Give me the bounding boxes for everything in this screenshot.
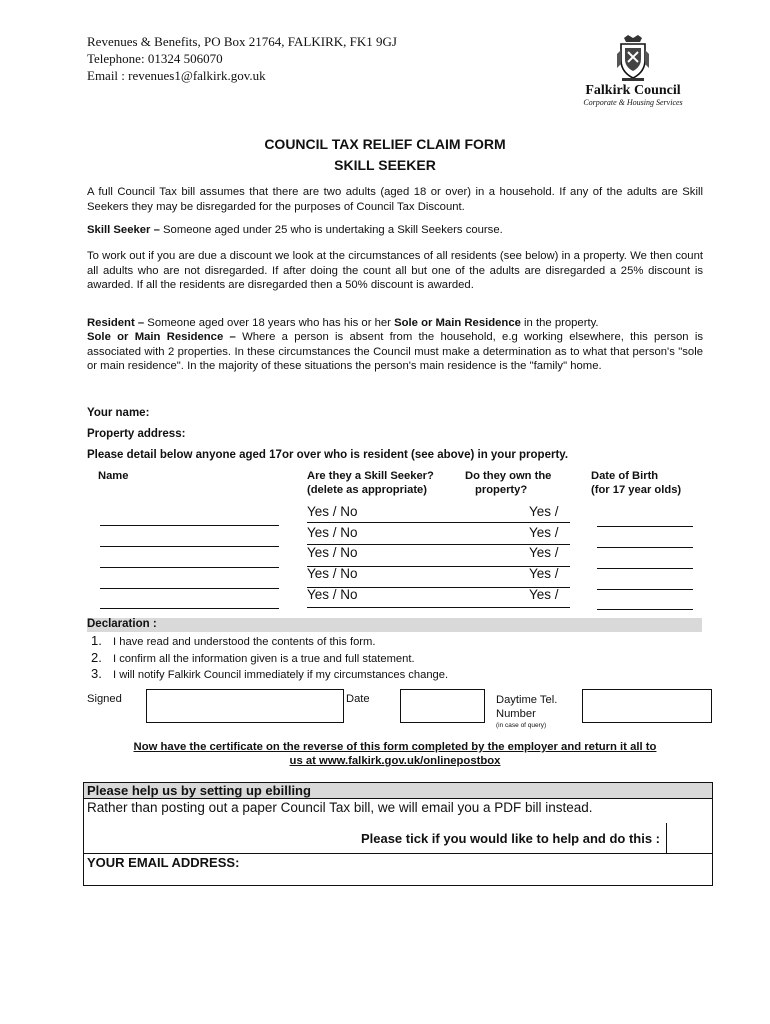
name-entry-line[interactable] xyxy=(100,546,279,547)
ebilling-description: Rather than posting out a paper Council Tax bill, we will email you a PDF bill instead. xyxy=(87,800,593,815)
resident-term-2: Sole or Main Residence xyxy=(394,317,521,329)
dob-entry-line[interactable] xyxy=(597,609,693,610)
sole-residence-definition xyxy=(87,330,703,374)
dob-entry-line[interactable] xyxy=(597,568,693,569)
column-header-skill-line-2: (delete as appropriate) xyxy=(307,484,427,496)
skill-seeker-choice[interactable]: Yes / No xyxy=(307,504,358,519)
skill-seeker-choice[interactable]: Yes / No xyxy=(307,587,358,602)
resident-text-1: Someone aged over 18 years who has his or her xyxy=(144,317,395,329)
column-header-skill-seeker xyxy=(307,469,434,497)
form-subtitle: SKILL SEEKER xyxy=(334,157,436,173)
header-address: Revenues & Benefits, PO Box 21764, FALKIRK, FK1 9GJ xyxy=(87,34,397,49)
logo-name: Falkirk Council xyxy=(585,83,681,98)
skill-seeker-line xyxy=(307,522,570,523)
declaration-item-number: 3. xyxy=(91,666,102,681)
header-email: Email : revenues1@falkirk.gov.uk xyxy=(87,68,266,83)
declaration-bar xyxy=(87,618,702,632)
skill-seeker-choice[interactable]: Yes / No xyxy=(307,566,358,581)
name-entry-line[interactable] xyxy=(100,588,279,589)
resident-text-2: in the property. xyxy=(520,317,599,329)
own-property-choice[interactable]: Yes / xyxy=(529,587,559,602)
signature-box[interactable] xyxy=(146,689,344,723)
skill-seeker-definition xyxy=(87,223,703,238)
your-name-label: Your name: xyxy=(87,407,150,419)
telephone-label-line-2: Number xyxy=(496,708,536,720)
ebilling-tick-box[interactable] xyxy=(666,823,712,854)
column-header-skill-line-1: Are they a Skill Seeker? xyxy=(307,470,434,482)
council-logo xyxy=(572,34,694,107)
return-notice-link[interactable]: us at www.falkirk.gov.uk/onlinepostbox xyxy=(289,755,501,767)
ebilling-divider xyxy=(84,853,712,854)
skill-seeker-term: Skill Seeker – xyxy=(87,224,160,236)
own-property-choice[interactable]: Yes / xyxy=(529,525,559,540)
sole-residence-text: Where a person is absent from the household, e.g working elsewhere, this person is associated with 2 properties. In these circumstances the Council must make a determination as to what that person's "sole or main residence". In the majority of these situations the person's main residence is the "family" home. xyxy=(87,331,703,372)
header-telephone: Telephone: 01324 506070 xyxy=(87,51,223,66)
dob-entry-line[interactable] xyxy=(597,589,693,590)
coat-of-arms-icon xyxy=(616,34,650,82)
sole-residence-term: Sole or Main Residence – xyxy=(87,331,236,343)
resident-term: Resident – xyxy=(87,317,145,329)
declaration-item-number: 1. xyxy=(91,633,102,648)
resident-definition xyxy=(87,316,703,331)
skill-seeker-choice[interactable]: Yes / No xyxy=(307,525,358,540)
skill-seeker-choice[interactable]: Yes / No xyxy=(307,545,358,560)
date-box[interactable] xyxy=(400,689,485,723)
declaration-title: Declaration : xyxy=(87,618,157,630)
property-address-label: Property address: xyxy=(87,428,186,440)
ebilling-tick-label: Please tick if you would like to help and do this : xyxy=(360,831,660,846)
own-property-choice[interactable]: Yes / xyxy=(529,566,559,581)
skill-seeker-text: Someone aged under 25 who is undertaking a Skill Seekers course. xyxy=(159,224,503,236)
intro-paragraph-1: A full Council Tax bill assumes that there are two adults (aged 18 or over) in a household. If any of the adults are Skill Seekers they may be disregarded for the purposes of Council Tax Discount. xyxy=(87,186,703,213)
name-entry-line[interactable] xyxy=(100,567,279,568)
dob-entry-line[interactable] xyxy=(597,526,693,527)
declaration-item-text: I have read and understood the contents of this form. xyxy=(113,636,376,648)
intro-paragraph-3: To work out if you are due a discount we look at the circumstances of all residents (see below) in a property. We then count all adults who are not disregarded. If after doing the count all but one of the adults are disregarded a 25% discount is awarded. If all the residents are disregarded then a 50% discount is awarded. xyxy=(87,250,703,291)
declaration-item-text: I will notify Falkirk Council immediately if my circumstances change. xyxy=(113,669,449,681)
telephone-box[interactable] xyxy=(582,689,712,723)
ebilling-panel xyxy=(83,782,713,886)
column-header-own-property xyxy=(465,469,551,497)
column-header-dob-line-2: (for 17 year olds) xyxy=(591,484,682,496)
return-notice xyxy=(0,740,770,768)
ebilling-heading: Please help us by setting up ebilling xyxy=(84,783,712,799)
telephone-note: (in case of query) xyxy=(496,722,547,729)
telephone-label-line-1: Daytime Tel. xyxy=(496,694,558,706)
column-header-name: Name xyxy=(98,470,129,482)
column-header-own-line-2: property? xyxy=(475,484,528,496)
telephone-label xyxy=(496,693,557,730)
column-header-dob-line-1: Date of Birth xyxy=(591,470,659,482)
date-label: Date xyxy=(346,693,370,705)
own-property-choice[interactable]: Yes / xyxy=(529,545,559,560)
own-property-choice[interactable]: Yes / xyxy=(529,504,559,519)
dob-entry-line[interactable] xyxy=(597,547,693,548)
declaration-item xyxy=(91,666,448,681)
logo-subtitle: Corporate & Housing Services xyxy=(583,98,683,107)
declaration-item-text: I confirm all the information given is a true and full statement. xyxy=(113,653,415,665)
detail-instruction: Please detail below anyone aged 17or over who is resident (see above) in your property. xyxy=(87,449,569,461)
email-address-label: YOUR EMAIL ADDRESS: xyxy=(87,855,240,870)
declaration-item-number: 2. xyxy=(91,650,102,665)
name-entry-line[interactable] xyxy=(100,525,279,526)
form-title: COUNCIL TAX RELIEF CLAIM FORM xyxy=(264,136,506,152)
return-notice-line-1: Now have the certificate on the reverse of this form completed by the employer and return it all to xyxy=(133,741,657,753)
name-entry-line[interactable] xyxy=(100,608,279,609)
skill-seeker-line xyxy=(307,607,570,608)
declaration-item xyxy=(91,650,415,665)
column-header-own-line-1: Do they own the xyxy=(465,470,552,482)
declaration-item xyxy=(91,633,375,648)
signed-label: Signed xyxy=(87,693,122,705)
column-header-dob xyxy=(591,469,681,497)
